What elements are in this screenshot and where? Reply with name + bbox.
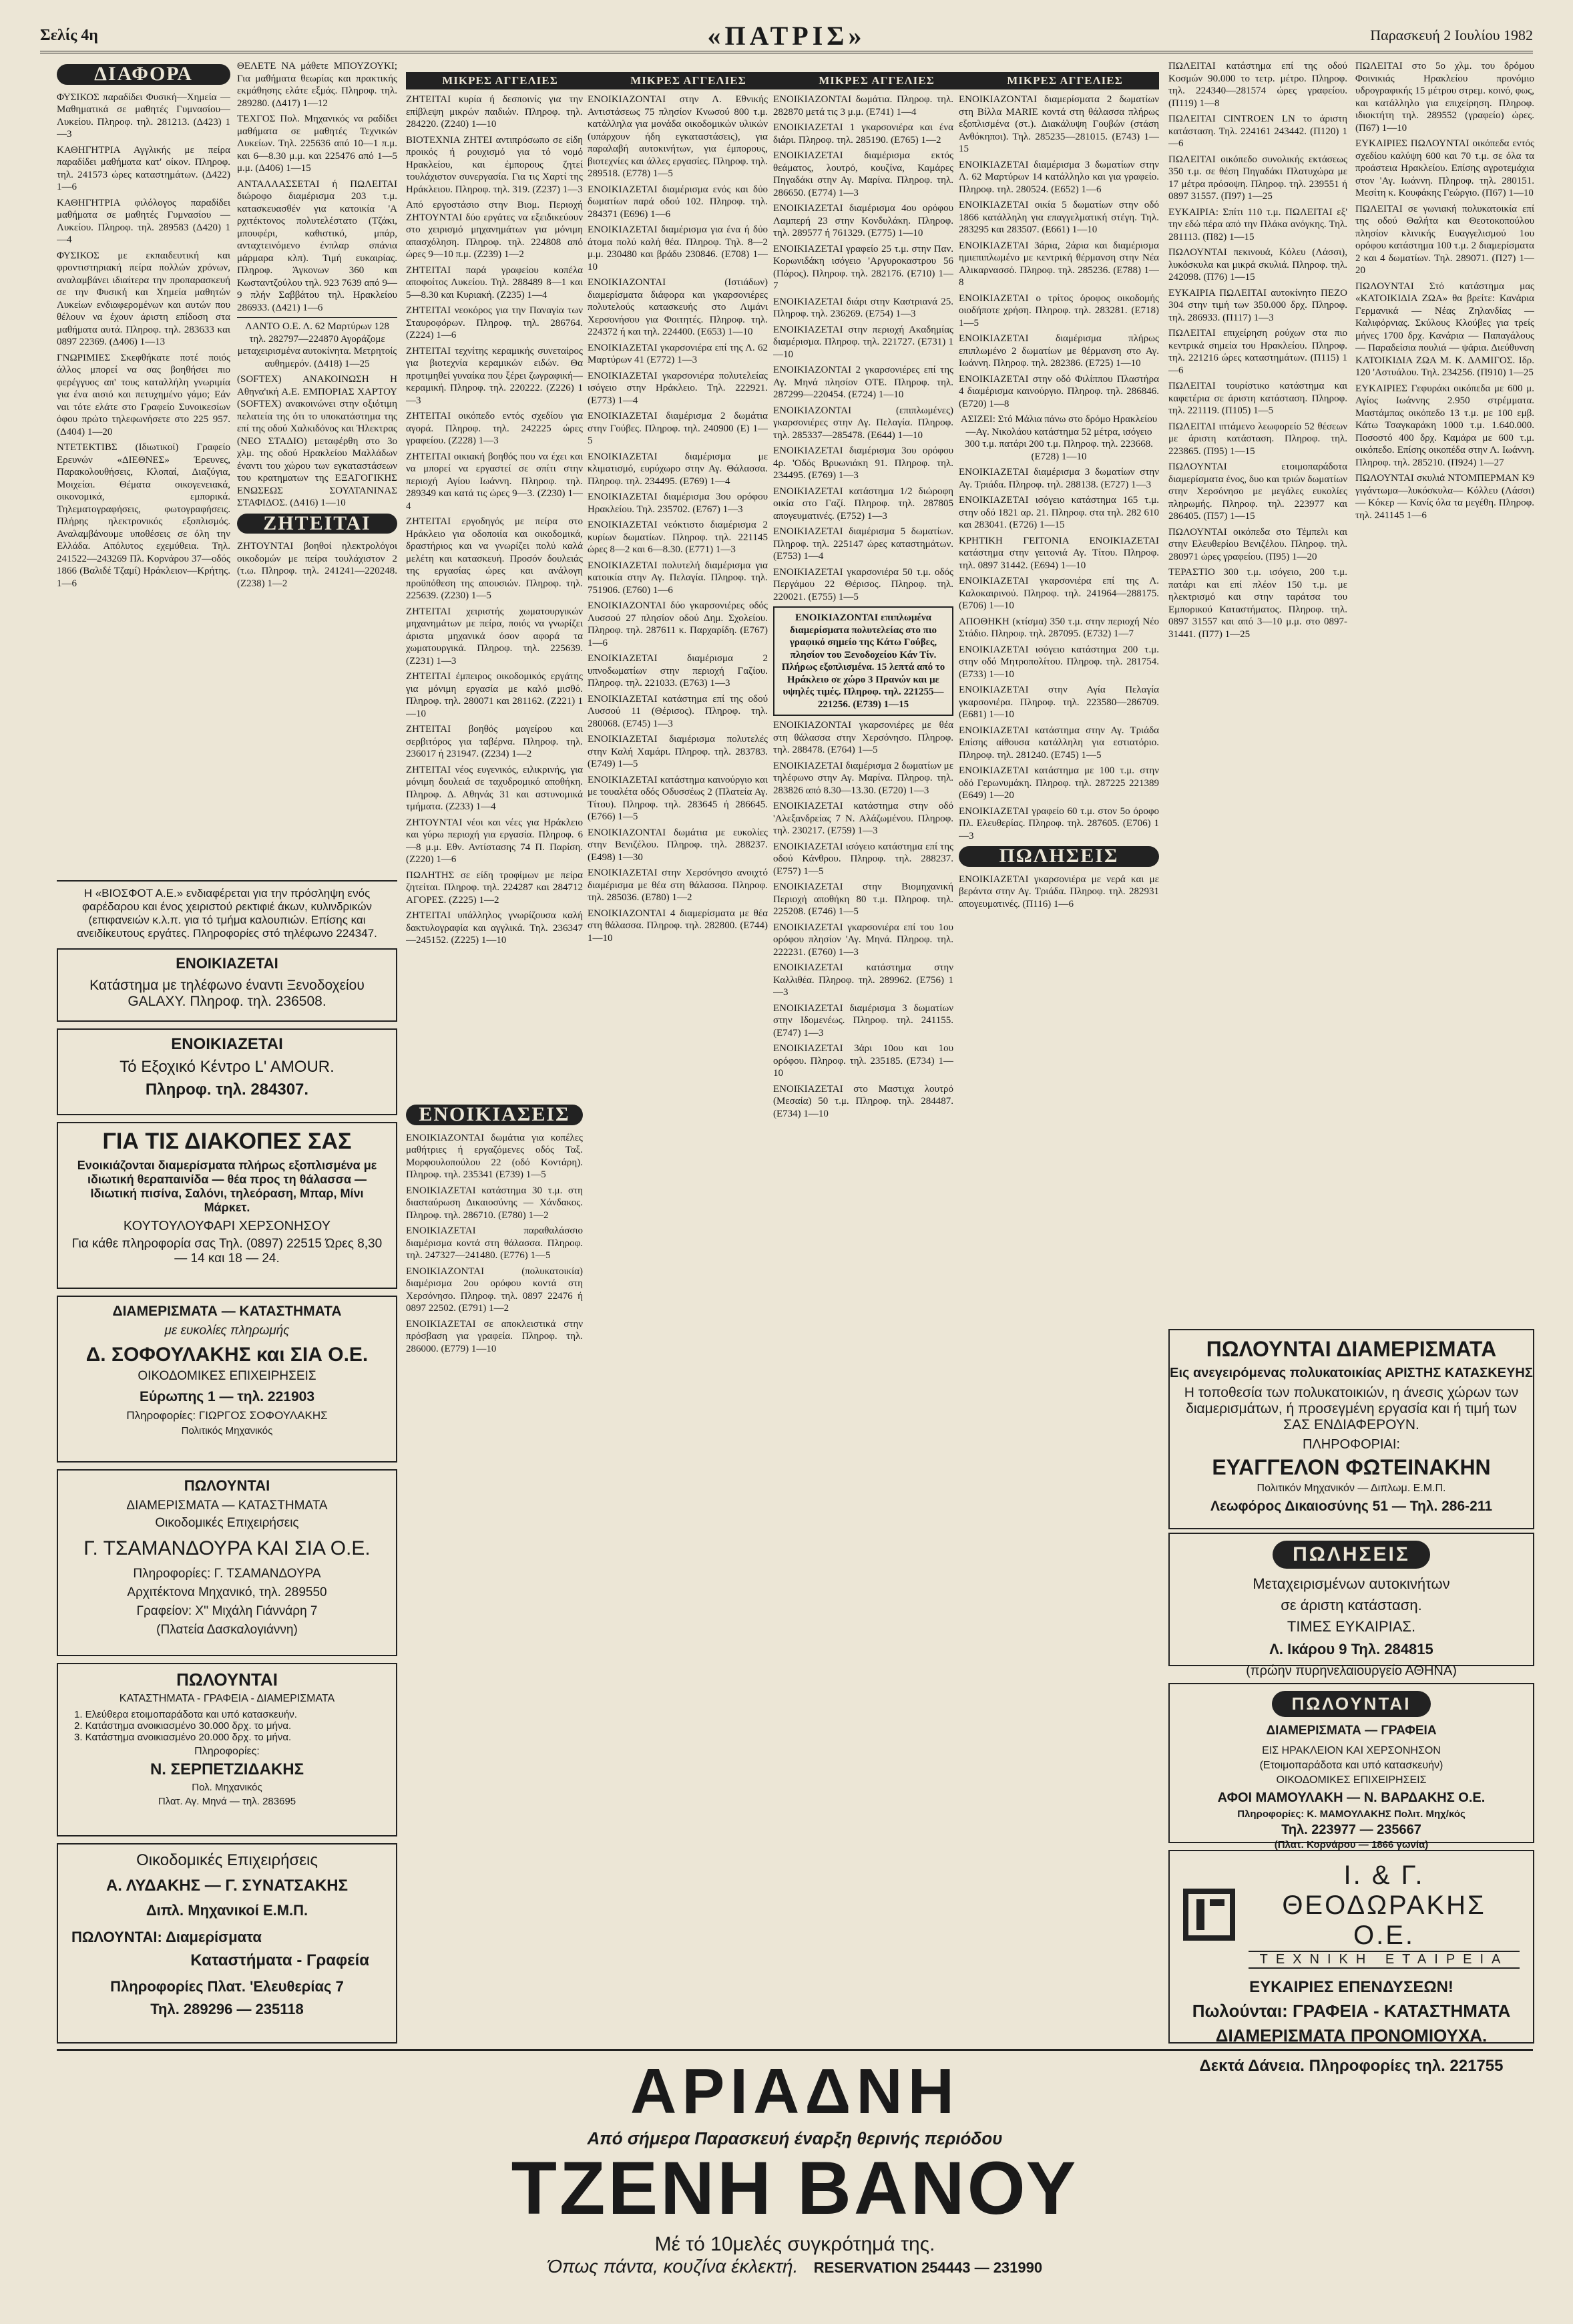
section-diafora: ΔΙΑΦΟΡΑ <box>57 64 230 85</box>
ad-line: Τηλ. 223977 — 235667 <box>1281 1822 1421 1837</box>
classified-ad: ΠΩΛΟΥΝΤΑΙ Στό κατάστημα μας «ΚΑΤΟΙΚΙΔΙΑ ΖΩΑ» θα βρείτε: Κανάρια Γερμανικά — Νέας Ζηλανδίας — Καλιφόρνιας. Σκύλους Κλούβες για τρείς μήνες 1700 δρχ. Κανάρια — Παπαγάλους — Παραδείσια πουλιά — ψάρια. Διεύθυνση ΚΑΤΟΙΚΙΔΙΑ ΖΩΑ Μ. Κ. ΔΑΜΙΓΟΣ. Ιδρ. 120 'Αστυάλου. Τηλ. 234256. (Π910) 1—25 <box>1355 280 1534 378</box>
classified-ad: ΕΝΟΙΚΙΑΖΕΤΑΙ οικία 5 δωματίων στην οδό 1866 κατάλληλη για επαγγελματική στέγη. Τηλ. 283295 και 283507. (Ε661) 1—10 <box>959 200 1159 235</box>
ad-line: ΟΙΚΟΔΟΜΙΚΕΣ ΕΠΙΧΕΙΡΗΣΕΙΣ <box>1276 1774 1427 1786</box>
ad-line: Πληροφορίες Πλατ. 'Ελευθερίας 7 <box>110 1978 344 1995</box>
ad-line: Δ. ΣΟΦΟΥΛΑΚΗΣ και ΣΙΑ Ο.Ε. <box>85 1344 369 1366</box>
ad-body: Κατάστημα με τηλέφωνο έναντι Ξενοδοχείου GALAXY. Πληροφ. τηλ. 236508. <box>89 978 365 1009</box>
classified-ad: ΕΝΟΙΚΙΑΖΟΝΤΑΙ στην Λ. Εθνικής Αντιστάσεως 75 πλησίον Κνωσού 800 τ.μ. κατάλληλα για μονάδα οικοδομικών υλικών (υπάρχουν ήδη εγκαταστάσεις), για παραλαβή αυτοκινήτων, για έμπορους, βιοτεχνίες και άλλες εργασίες. Πληροφ. τηλ. 289518. (Ε778) 1—5 <box>588 94 768 179</box>
classified-ad: ΠΩΛΕΙΤΑΙ CINTROEN LN το άριστη κατάσταση. Τηλ. 224161 243442. (Π120) 1—6 <box>1168 114 1347 149</box>
classified-ad: ΕΝΟΙΚΙΑΖΕΤΑΙ κατάστημα στην Καλλιθέα. Πληροφ. τηλ. 289962. (Ε756) 1—3 <box>773 962 953 998</box>
column-6 <box>959 93 1159 2044</box>
ad-line: Καταστήματα - Γραφεία <box>190 1951 369 1969</box>
ad-line: 3. Κατάστημα ανοικιασμένο 20.000 δρχ. το μήνα. <box>74 1732 292 1743</box>
ad-line: ΠΩΛΟΥΝΤΑΙ: Διαμερίσματα <box>71 1929 262 1945</box>
ad-line: Πολιτικός Μηχανικός <box>181 1425 273 1436</box>
ad-line: Πλατ. Αγ. Μηνά — τηλ. 283695 <box>158 1796 296 1807</box>
classified-ad: ΕΝΟΙΚΙΑΖΕΤΑΙ 1 γκαρσονιέρα και ένα διάρι. Πληροφ. τηλ. 285190. (Ε765) 1—2 <box>773 122 953 146</box>
ad-line: Α. ΛΥΔΑΚΗΣ — Γ. ΣΥΝΑΤΣΑΚΗΣ <box>105 1877 349 1895</box>
ad-line: Αρχιτέκτονα Μηχανικό, τηλ. 289550 <box>127 1585 327 1599</box>
ad-line: (πρώην πυρηνελαιουργείο ΑΘΗΝΑ) <box>1246 1664 1457 1678</box>
classified-ad: ΕΝΟΙΚΙΑΖΕΤΑΙ διαμέρισμα με κλιματισμό, ευρύχωρο στην Αγ. Θάλασσα. Πληροφ. τηλ. 234495. (Ε769) 1—4 <box>588 451 768 487</box>
classified-ad: ΠΩΛΗΤΗΣ σε είδη τροφίμων με πείρα ζητείται. Πληροφ. τηλ. 224287 και 284712 ΑΓΟΡΕΣ. (Z225) 1—2 <box>406 869 583 906</box>
ad-line: Ν. ΣΕΡΠΕΤΖΙΔΑΚΗΣ <box>150 1760 304 1778</box>
food-text: Όπως πάντα, κουζίνα έκλεκτή. <box>547 2256 799 2277</box>
ad-galaxy <box>57 948 397 1022</box>
classified-ad: ΕΝΟΙΚΙΑΖΕΤΑΙ διαμέρισμα 5 δωματίων. Πληροφ. τηλ. 225147 ώρες καταστημάτων. (Ε753) 1—4 <box>773 526 953 562</box>
ad-theodorakis <box>1168 1850 1534 2075</box>
ad-ariadne <box>57 2049 1533 2298</box>
classified-ad: ΕΝΟΙΚΙΑΖΕΤΑΙ 3άρι 10ου και 1ου ορόφου. Πληροφ. τηλ. 235185. (Ε734) 1—10 <box>773 1043 953 1079</box>
classified-ad: ΕΝΟΙΚΙΑΖΕΤΑΙ παραθαλάσσιο διαμέρισμα κοντά στη θάλασσα. Πληροφ. τηλ. 247327—241480. (Ε776) 1—5 <box>406 1225 583 1261</box>
classified-ad: ΕΝΟΙΚΙΑΖΕΤΑΙ διαμέρισμα 3ου ορόφου Ηρακλείου. Τηλ. 235702. (Ε767) 1—3 <box>588 492 768 515</box>
column-4 <box>588 93 768 2044</box>
classified-ad: ΕΝΟΙΚΙΑΖΕΤΑΙ 3άρια, 2άρια και διαμέρισμα ημιεπιπλωμένο με κεντρική θέρμανση στην Νέα Αλικαρνασσό. Πληροφ. τηλ. 285236. (Ε788) 1—8 <box>959 240 1159 288</box>
banner-label: ΜΙΚΡΕΣ ΑΓΓΕΛΙΕΣ <box>1007 74 1123 87</box>
ad-title: ΕΝΟΙΚΙΑΖΕΤΑΙ <box>176 955 278 972</box>
classified-ad: ΕΝΟΙΚΙΑΖΕΤΑΙ στην περιοχή Ακαδημίας διαμέρισμα. Πληροφ. τηλ. 221727. (Ε731) 1—10 <box>773 324 953 360</box>
ad-line: Πληροφορίες: ΓΙΩΡΓΟΣ ΣΟΦΟΥΛΑΚΗΣ <box>126 1409 328 1422</box>
ad-diakopes <box>57 1122 397 1289</box>
classified-ad: ΕΥΚΑΙΡΙΑ ΠΩΛΕΙΤΑΙ αυτοκίνητο ΠΕΖΟ 304 στην τιμή των 350.000 δρχ. Πληροφ. τηλ. 286933. (Π117) 1—3 <box>1168 287 1347 323</box>
classified-ad: ΕΝΟΙΚΙΑΖΕΤΑΙ διαμέρισμα 3 δωματίων στην Αγ. Τριάδα. Πληροφ. τηλ. 288138. (Ε727) 1—3 <box>959 467 1159 490</box>
performer-name: ΤΖΕΝΗ ΒΑΝΟΥ <box>511 2146 1079 2230</box>
ad-title: ΓΙΑ ΤΙΣ ΔΙΑΚΟΠΕΣ ΣΑΣ <box>102 1129 352 1154</box>
classified-ad: ΕΝΟΙΚΙΑΖΟΝΤΑΙ 4 διαμερίσματα με θέα στη θάλασσα. Πληροφ. τηλ. 282800. (Ε744) 1—10 <box>588 908 768 944</box>
classified-ad: ΕΝΟΙΚΙΑΖΟΝΤΑΙ (Ιστιάδων) διαμερίσματα διάφορα και γκαρσονιέρες πολυτελούς κατασκευής στο Λιμάνι Χερσονήσου για Φοιτητές. Πληροφ. τηλ. 224372 ή και τηλ. 224400. (Ε653) 1—10 <box>588 277 768 337</box>
column-7 <box>1168 60 1347 1316</box>
ad-line: Πληροφορίες: Κ. ΜΑΜΟΥΛΑΚΗΣ Πολιτ. Μηχ/κός <box>1237 1808 1466 1820</box>
season-opening: Από σήμερα Παρασκευή έναρξη θερινής περιόδου <box>587 2128 1003 2148</box>
classified-ad: ΕΝΟΙΚΙΑΖΕΤΑΙ διαμέρισμα εκτός θεάματος, λουτρό, κουζίνα, Καμάρες Πηγαδάκι στην Αγ. Μαρίνα. Πληροφ. τηλ. 286650. (Ε774) 1—3 <box>773 150 953 198</box>
ad-name: ΚΟΥΤΟΥΛΟΥΦΑΡΙ ΧΕΡΣΟΝΗΣΟΥ <box>123 1219 331 1233</box>
page-header <box>40 20 1533 53</box>
classified-ad-boxed: ΕΝΟΙΚΙΑΖΟΝΤΑΙ επιπλωμένα διαμερίσματα πολυτελείας στο πιο γραφικό σημείο της Κάτω Γούβες, πλησίον του Ξενοδοχείου Κάν Τίν. Πλήρως εξοπλισμένα. 15 λεπτά από το Ηράκλειο σε χώρο 3 Πρανών και με υψηλές τιμές. Πληροφ. τηλ. 221255—221256. (Ε739) 1—15 <box>773 606 953 716</box>
classified-ad: ΠΩΛΕΙΤΑΙ σε γωνιακή πολυκατοικία επί της οδού Θαλήτα και Θεοτοκοπούλου πλησίον κλινικής Ευαγγελισμού 1ου ορόφου κατάστημα 100 τ.μ. 2 διαμερίσματα 2 και 4 δωματίων. Τηλ. 289071. (Π27) 1—20 <box>1355 203 1534 276</box>
classified-ad: ΦΥΣΙΚΟΣ παραδίδει Φυσική—Χημεία —Μαθηματικά σε μαθητές Γυμνασίου—Λυκείου. Πληροφ. τηλ. 281213. (Δ423) 1—3 <box>57 91 230 140</box>
ad-tsamandoura <box>57 1469 397 1656</box>
classified-ad: ΕΥΚΑΙΡΙΕΣ Γεφυράκι οικόπεδα με 600 μ. Αγίος Ιωάννης 2.950 στρέμματα. Μαστάμπας οικόπεδο 13 τ.μ. με 100 εμβ. Κάτω Τσαγκαράκη 1000 τ.μ. 1.640.000. Ποσοστό 400 δρχ. Καμάρα με 600 τ.μ. οικόπεδο. Επίσης οικοπέδα στην Λ. Ιωάννη. Πληροφ. τηλ. 285210. (Π924) 1—27 <box>1355 383 1534 468</box>
classified-ad: ΕΝΟΙΚΙΑΖΕΤΑΙ γκαρσονιέρα επί της Λ. Καλοκαιρινού. Πληροφ. τηλ. 241964—288175. (Ε706) 1—10 <box>959 576 1159 611</box>
classified-ad: ΕΝΟΙΚΙΑΖΟΝΤΑΙ 2 γκαρσονιέρες επί της Αγ. Μηνά πλησίον ΟΤΕ. Πληροφ. τηλ. 287299—220454. (Ε724) 1—10 <box>773 365 953 400</box>
section-zitei: ΖΗΤΕΙΤΑΙ <box>237 514 397 534</box>
ad-line: ΔΙΑΜΕΡΙΣΜΑΤΑ ΠΡΟΝΟΜΙΟΥΧΑ. <box>1215 2025 1488 2046</box>
classified-ad: ΕΝΟΙΚΙΑΖΕΤΑΙ ισόγειο κατάστημα επί της οδού Κάνθρου. Πληροφ. τηλ. 288237. (Ε757) 1—5 <box>773 841 953 877</box>
ad-line: Μεταχειρισμένων αυτοκινήτων <box>1253 1575 1450 1592</box>
classified-ad: ΕΝΟΙΚΙΑΖΕΤΑΙ κατάστημα στην οδό 'Αλεξανδρείας 7 Ν. Αλάζωμένου. Πληροφ. τηλ. 230217. (Ε759) 1—3 <box>773 801 953 836</box>
ad-line: Δεκτά Δάνεια. Πληροφορίες τηλ. 221755 <box>1199 2057 1504 2075</box>
classified-ad: ΕΝΟΙΚΙΑΖΕΤΑΙ νεόκτιστο διαμέρισμα 2 κυρίων δωματίων. Πληροφ. τηλ. 221145 ώρες 8—2 και 6—8.30. (Ε771) 1—3 <box>588 520 768 555</box>
classified-ad: ΕΝΟΙΚΙΑΖΟΝΤΑΙ διαμερίσματα 2 δωματίων στη Βίλλα MARIE κοντά στη θάλασσα πλήρως εξοπλισμένα (στ.). Διακάλυψη Γουβών (στάση Ανθόκηποι). Τηλ. 285235—281015. (Ε743) 1—15 <box>959 94 1159 154</box>
ad-line: 2. Κατάστημα ανοικιασμένο 30.000 δρχ. το μήνα. <box>74 1720 292 1732</box>
classified-ad: ΕΝΟΙΚΙΑΖΕΤΑΙ διαμέρισμα πλήρως επιπλωμένο 2 δωματίων με θέρμανση στο Αγ. Ιωάννη. Πληροφ. τηλ. 282386. (Ε725) 1—10 <box>959 333 1159 369</box>
ad-line: Οικοδομικές Επιχειρήσεις <box>136 1851 318 1869</box>
ad-line: Πληροφορίες: <box>194 1746 260 1757</box>
classified-ad: ΖΗΤΕΙΤΑΙ εργοδηγός με πείρα στο Ηράκλειο για οδοποιία και οικοδομικά, δραστήριος και να γνωρίζει πολύ καλά μελέτη και κατασκευή. Προσόν δουλειάς της εργασίας ώρες και ανάλογη προϋπόθεση της απουσιών. Πληροφ. τηλ. 225639. (Z230) 1—5 <box>406 516 583 601</box>
issue-date: Παρασκευή 2 Ιουλίου 1982 <box>1370 27 1533 43</box>
classified-ad: ΕΝΟΙΚΙΑΖΕΤΑΙ γκαρσονιέρα επί του 1ου ορόφου πλησίον 'Αγ. Μηνά. Πληροφ. τηλ. 222231. (Ε760) 1—3 <box>773 922 953 958</box>
classified-ad: ΕΝΟΙΚΙΑΖΕΤΑΙ διαμέρισμα 4ου ορόφου Λαμπερή 23 στην Κονδυλάκη. Πληροφ. τηλ. 289577 ή 761329. (Ε775) 1—10 <box>773 203 953 238</box>
ad-line: Εις ανεγειρόμενας πολυκατοικίας ΑΡΙΣΤΗΣ ΚΑΤΑΣΚΕΥΗΣ <box>1170 1366 1533 1380</box>
reservation-phones: RESERVATION 254443 — 231990 <box>813 2259 1043 2276</box>
classified-ad: ΕΝΟΙΚΙΑΖΕΤΑΙ γκαρσονιέρα με νερά και με βεράντα στην Αγ. Τριάδα. Πληροφ. τηλ. 282931 απογευματινές. (Π116) 1—6 <box>959 874 1159 910</box>
ad-line: ΑΦΟΙ ΜΑΜΟΥΛΑΚΗ — Ν. ΒΑΡΔΑΚΗΣ Ο.Ε. <box>1217 1790 1486 1805</box>
ad-line: ΠΩΛΟΥΝΤΑΙ <box>176 1670 278 1690</box>
classified-ad: ΖΗΤΕΙΤΑΙ οικιακή βοηθός που να έχει και να μπορεί να εργαστεί σε σπίτι στην περιοχή Αγίου Ιωάννη. Πληροφ. τηλ. 289349 και κατά τις ώρες 9—3. (Z230) 1—4 <box>406 451 583 512</box>
classifieds-banner <box>406 72 1159 89</box>
ad-fotinakis <box>1168 1329 1534 1529</box>
classified-ad: ΕΝΟΙΚΙΑΖΕΤΑΙ διαμέρισμα 2 δωμάτια στην Γούβες. Πληροφ. τηλ. 240900 (Ε) 1—5 <box>588 411 768 446</box>
classified-ad: ΚΡΗΤΙΚΗ ΓΕΙΤΟΝΙΑ ΕΝΟΙΚΙΑΖΕΤΑΙ κατάστημα στην γειτονιά Αγ. Τίτου. Πληροφ. τηλ. 0897 31442. (Ε694) 1—10 <box>959 535 1159 571</box>
classified-ad: ΕΝΟΙΚΙΑΖΕΤΑΙ διαμέρισμα 3 δωματίων στην Λ. 62 Μαρτύρων 14 κατάλληλο και για γραφείο. Πληροφ. τηλ. 280524. (Ε652) 1—6 <box>959 159 1159 195</box>
ad-line: ΠΩΛΟΥΝΤΑΙ <box>184 1477 270 1494</box>
classified-ad: ΕΝΟΙΚΙΑΖΕΤΑΙ γκαρσονιέρα πολυτελείας ισόγειο στην Ηράκλειο. Τηλ. 222921. (Ε773) 1—4 <box>588 370 768 406</box>
classified-ad: ΖΗΤΕΙΤΑΙ νεοκόρος για την Παναγία των Σταυροφόρων. Πληροφ. τηλ. 286764. (Z224) 1—6 <box>406 305 583 341</box>
classified-ad: ΝΤΕΤΕΚΤΙΒΣ (Ιδιωτικοί) Γραφείο Ερευνών «ΔΙΕΘΝΕΣ» Έρευνες, Παρακολουθήσεις, Κλοπαί, Διαζύγια, Μοιχείαι. Θέματα οικογενειακά, οικονομικά, εμπορικά. Τηλεματογραφήσεις, φωτογραφήσεις. Πλήρης ηλεκτρονικός εξοπλισμός. Αναλαμβάνουμε υποθέσεις σε όλη την Ελλάδα. Απόλυτος εχεμύθεια. Τηλ. 241522—243269 Πλ. Κορνάρου 37—οδός 1866 (Βαλιδέ Τζαμί) Ηράκλειον—Κρήτης. 1—6 <box>57 442 230 589</box>
classified-ad: ΕΝΟΙΚΙΑΖΕΤΑΙ στην Αγία Πελαγία γκαρσονιέρα. Πληροφ. τηλ. 223580—286709. (Ε681) 1—10 <box>959 685 1159 720</box>
classified-ad: ΦΥΣΙΚΟΣ με εκπαιδευτική και φροντιστηριακή πείρα πολλών χρόνων, αναλαμβάνει ιδιαίτερα την προπαρασκευή σε την Φυσική και Χημεία μαθητών Λυκείων ενδιαφερομένων και αυτών που θέλουν να έχουν άριστη επίδοση στα μαθήματα αυτά. Πληροφ. τηλ. 283633 και 0897 22369. (Δ406) 1—13 <box>57 250 230 347</box>
classified-ad: ΠΩΛΕΙΤΑΙ τουρίστικο κατάστημα και καφετέρια σε άριστη κατάσταση. Πληροφ. τηλ. 221119. (Π105) 1—5 <box>1168 381 1347 416</box>
banner-label: ΜΙΚΡΕΣ ΑΓΓΕΛΙΕΣ <box>630 74 746 87</box>
classified-ad: ΕΝΟΙΚΙΑΖΟΝΤΑΙ δύο γκαρσονιέρες οδός Λυσσού 27 πλησίον οδού Δημ. Σχολείου. Πληροφ. τηλ. 287611 κ. Παρχαρίδη. (Ε767) 1—6 <box>588 600 768 648</box>
classified-ad: ΛΑΝΤΟ Ο.Ε. Λ. 62 Μαρτύρων 128 τηλ. 282797—224870 Αγοράζομε μεταχειρισμένα αυτοκίνητα. Μετρητοίς αυθημερόν. (Δ418) 1—25 <box>237 317 397 370</box>
ad-line: ΕΙΣ ΗΡΑΚΛΕΙΟΝ ΚΑΙ ΧΕΡΣΟΝΗΣΟΝ <box>1262 1745 1441 1756</box>
ad-line: (Ετοιμοπαράδοτα και υπό κατασκευήν) <box>1259 1760 1443 1771</box>
classified-ad: ΕΝΟΙΚΙΑΖΕΤΑΙ σε αποκλειστικά στην πρόσβαση για γραφεία. Πληροφ. τηλ. 286000. (Ε779) 1—10 <box>406 1318 583 1354</box>
classified-ad: ΕΝΟΙΚΙΑΖΕΤΑΙ ο τρίτος όροφος οικοδομής οιοδήποτε χρήση. Πληροφ. τηλ. 283281. (Ε718) 1—5 <box>959 293 1159 329</box>
ad-sofoulakis <box>57 1296 397 1463</box>
ad-line: ΔΙΑΜΕΡΙΣΜΑΤΑ — ΚΑΤΑΣΤΗΜΑΤΑ <box>126 1499 328 1513</box>
classified-ad: ΕΝΟΙΚΙΑΖΕΤΑΙ γκαρσονιέρα 50 τ.μ. οδός Περγάμου 22 Θέρισος. Πληροφ. τηλ. 220021. (Ε755) 1—5 <box>773 566 953 602</box>
classified-ad: ΕΝΟΙΚΙΑΖΟΝΤΑΙ (επιπλωμένες) γκαρσονιέρες στην Αγ. Πελαγία. Πληροφ. τηλ. 285337—285478. (Ε644) 1—10 <box>773 405 953 441</box>
classified-ad: ΓΝΩΡΙΜΙΕΣ Σκεφθήκατε ποτέ ποιός άλλος μπορεί να σας βοηθήσει πιο φερέγγυος απ' τους καταλλήλη γνωριμία για ένα αισιό και πετυχημένο γάμο; Εάν ναι τότε ελάτε στο Γραφείο Συνοικεσίων όφου πρώτο τηλεφωνήσετε στο 225 957. (Δ404) 1—20 <box>57 352 230 437</box>
classified-ad: ΕΝΟΙΚΙΑΖΕΤΑΙ ισόγειο κατάστημα 165 τ.μ. στην οδό 1821 αρ. 21. Πληροφ. στα τηλ. 282 610 και 283041. (Ε726) 1—15 <box>959 495 1159 530</box>
classified-ad: ΕΝΟΙΚΙΑΖΕΤΑΙ κατάστημα στην Αγ. Τριάδα Επίσης αίθουσα κατάλληλη για εστιατόριο. Πληροφ. τηλ. 281240. (Ε745) 1—5 <box>959 725 1159 761</box>
ad-amour <box>57 1028 397 1115</box>
banner-label: ΜΙΚΡΕΣ ΑΓΓΕΛΙΕΣ <box>819 74 935 87</box>
ad-body: Τό Εξοχικό Κέντρο L' AMOUR. <box>120 1058 334 1076</box>
classified-ad: ΑΣΙΖΕΙ: Στό Μάλια πάνω στο δρόμο Ηρακλείου—Αγ. Νικολάου κατάστημα 52 μέτρα, ισόγειο 300 τ.μ. πατάρι 200 τ.μ. Πληροφ. τηλ. 223668. (Ε728) 1—10 <box>960 414 1158 462</box>
ad-line: ΚΑΤΑΣΤΗΜΑΤΑ - ΓΡΑΦΕΙΑ - ΔΙΑΜΕΡΙΣΜΑΤΑ <box>119 1693 335 1704</box>
ad-line: Γ. ΤΣΑΜΑΝΔΟΥΡΑ ΚΑΙ ΣΙΑ Ο.Ε. <box>83 1537 371 1559</box>
classified-ad: ΒΙΟΤΕΧΝΙΑ ΖΗΤΕΙ αντιπρόσωπο σε είδη προικός ή ρουχισμό για τό νομό Ηρακλείου, και έμπορους ζητεί τουλάχιστον συνεργασία. Για τις Χαρτί της Ηράκλειου. Πληροφ. τηλ. 319. (Z237) 1—3 <box>406 134 583 195</box>
classified-ad: ΕΝΟΙΚΙΑΖΟΝΤΑΙ δωμάτια. Πληροφ. τηλ. 282870 μετά τις 3 μ.μ. (Ε741) 1—4 <box>773 94 953 118</box>
classified-ad: ΕΝΟΙΚΙΑΖΕΤΑΙ ισόγειο κατάστημα 200 τ.μ. στην οδό Μητροπολίτου. Πληροφ. τηλ. 281754. (Ε733) 1—10 <box>959 644 1159 680</box>
ad-line: Πολιτικόν Μηχανικόν — Διπλωμ. Ε.Μ.Π. <box>1257 1483 1446 1494</box>
classified-ad: ΠΩΛΕΙΤΑΙ οικόπεδο συνολικής εκτάσεως 350 τ.μ. σε θέση Πηγαδάκι Πλατυχώρα με 17 μέτρα πρόσοψη. Πληροφ. τηλ. 239551 ή 0897 31557. (Π97) 1—25 <box>1168 154 1347 202</box>
classified-ad: ΕΝΟΙΚΙΑΖΕΤΑΙ διαμέρισμα για ένα ή δύο άτομα πολύ καλή θέα. Πληροφ. Τηλ. 8—2 μ.μ. 230480 και βράδυ 230846. (Ε708) 1—10 <box>588 224 768 272</box>
classified-ad: ΕΥΚΑΙΡΙΑ: Σπίτι 110 τ.μ. ΠΩΛΕΙΤΑΙ εξ' την εδώ πέρα από την Πλάκα ανόγκης. Τηλ. 281113. (Π82) 1—15 <box>1168 206 1347 242</box>
company-name: Ι. & Γ. ΘΕΟΔΩΡΑΚΗΣ Ο.Ε. <box>1282 1861 1486 1950</box>
classified-ad: ΚΑΘΗΓΗΤΡΙΑ Αγγλικής με πείρα παραδίδει μαθήματα κατ' οίκον. Πληροφ. τηλ. 241573 ώρες καταστημάτων. (Δ422) 1—6 <box>57 144 230 192</box>
ad-line: Διπλ. Μηχανικοί Ε.Μ.Π. <box>146 1902 308 1919</box>
ad-line: ΠΩΛΗΣΕΙΣ <box>1273 1541 1430 1569</box>
ad-line: Πολ. Μηχανικός <box>192 1782 262 1793</box>
ad-line: Πληροφορίες: Γ. ΤΣΑΜΑΝΔΟΥΡΑ <box>133 1567 321 1581</box>
classified-ad: ΕΝΟΙΚΙΑΖΕΤΑΙ γραφείο 25 τ.μ. στην Παν. Κορωνιδάκη ισόγειο 'Αργυροκαστρου 56 (Πάρος). Πληροφ. τηλ. 282176. (Ε710) 1—7 <box>773 243 953 291</box>
classified-ad: ΠΩΛΟΥΝΤΑΙ πεκινουά, Κόλευ (Λάσσι), λυκόσκυλα και μικρά σκυλιά. Πληροφ. τηλ. 242098. (Π76) 1—15 <box>1168 247 1347 282</box>
classified-ad: ΘΕΛΕΤΕ ΝΑ μάθετε ΜΠΟΥΖΟΥΚΙ; Για μαθήματα θεωρίας και πρακτικής εκμάθησης ελάτε εξμάς. Πληροφ. τηλ. 289280. (Δ417) 1—12 <box>237 61 397 109</box>
ad-line: Λ. Ικάρου 9 Τηλ. 284815 <box>1269 1641 1433 1658</box>
classified-ad: ΠΩΛΟΥΝΤΑΙ οικόπεδα στο Τέμπελι και στην Ελευθερίου Βενιζέλου. Πληροφ. τηλ. 280971 ώρες γραφείου. (Π95) 1—20 <box>1168 526 1347 562</box>
classified-ad: ΖΗΤΟΥΝΤΑΙ βοηθοί ηλεκτρολόγοι οικοδομών με πείρα τουλάχιστον 2 (τ.ω. Πληροφ. τηλ. 241241—220248. (Z238) 1—2 <box>237 541 397 589</box>
ad-line: 1. Ελεύθερα ετοιμοπαράδοτα και υπό κατασκευήν. <box>74 1709 297 1720</box>
classified-ad: ΖΗΤΕΙΤΑΙ τεχνίτης κεραμικής συνεταίρος για βιοτεχνία κεραμικών ειδών. Θα προτιμηθεί γυναίκα που ξέρει ζωγραφική—κεραμική. Πληροφ. τηλ. 220222. (Z226) 1—3 <box>406 345 583 406</box>
ad-phone: Για κάθε πληροφορία σας Τηλ. (0897) 22515 Ώρες 8,30 — 14 και 18 — 24. <box>71 1237 383 1266</box>
classified-ad: ΑΝΤΑΛΛΑΣΣΕΤΑΙ ή ΠΩΛΕΙΤΑΙ διώροφο διαμέρισμα 203 τ.μ. κατασκευασθέν για κατοικία 'Α ρχιτέκτονος πολυτελέστατο (Τζάκι, μπουφέρι, καθιστικό, μπάρ, ανταχτεινόμενο ένπλαρ σπάνια μάρμαρα κλπ). Τιμή ευκαιρίας. Πληροφ. Άγκονων 360 και Κωσταντζούλου τηλ. 923 7639 από 9—9 πλήν Σαββάτου τηλ. Ηρακλείου 286933. (Δ421) 1—6 <box>237 178 397 313</box>
ad-line: (Πλατεία Δασκαλογιάννη) <box>156 1623 298 1637</box>
classified-ad: ΠΩΛΟΥΝΤΑΙ ετοιμοπαράδοτα διαμερίσματα ένος, δυο και τριών δωματίων στην Χερσόνησο με μεγάλες ευκολίες πληρωμής. Πληροφ. τηλ. 223977 και 286405. (Π57) 1—15 <box>1168 461 1347 522</box>
classified-ad: ΕΝΟΙΚΙΑΖΟΝΤΑΙ (πολυκατοικία) διαμέρισμα 2ου ορόφου κοντά στη Χερσόνησο. Πληροφ. τηλ. 0897 22476 ή 0897 22502. (Ε791) 1—2 <box>406 1266 583 1314</box>
classified-ad: ΤΕΧΓΟΣ Πολ. Μηχανικός να ραδίδει μαθήματα σε μαθητές Τεχνικών Λυκείων. Τηλ. 225636 από 10—1 π.μ. και 6—8.30 μ.μ. και 225476 από 1—5 μ.μ. (Δ406) 1—15 <box>237 114 397 174</box>
venue-name: ΑΡΙΑΔΝΗ <box>630 2056 959 2127</box>
banner-label: ΜΙΚΡΕΣ ΑΓΓΕΛΙΕΣ <box>442 74 558 87</box>
classified-ad: ΕΝΟΙΚΙΑΖΕΤΑΙ διαμέρισμα πολυτελές στην Καλή Χαμάρι. Πληροφ. τηλ. 283783. (Ε749) 1—5 <box>588 734 768 769</box>
classified-ad: ΕΝΟΙΚΙΑΖΕΤΑΙ κατάστημα με 100 τ.μ. στην οδό Γερωνυμάκη. Πληροφ. τηλ. 287225 221389 (Ε649) 1—20 <box>959 765 1159 801</box>
classified-ad: ΕΝΟΙΚΙΑΖΕΤΑΙ στην Χερσόνησο ανοιχτό διαμέρισμα με θέα στη θάλασσα. Πληροφ. τηλ. 285036. (Ε780) 1—2 <box>588 867 768 903</box>
classified-ad: ΑΠΟΘΗΚΗ (κτίσμα) 350 τ.μ. στην περιοχή Νέο Στάδιο. Πληροφ. τηλ. 287095. (Ε732) 1—7 <box>959 616 1159 639</box>
classified-ad: ΕΝΟΙΚΙΑΖΕΤΑΙ διαμέρισμα 2 υπνοδωματίων στην περιοχή Γαζίου. Πληροφ. τηλ. 221033. (Ε763) 1—3 <box>588 653 768 689</box>
classified-ad: ΖΗΤΟΥΝΤΑΙ νέοι και νέες για Ηράκλειο και γύρω περιοχή για εργασία. Πληροφ. 6—8 μ.μ. Εθν. Αντίστασης 74 Π. Παρίση. (Z220) 1—6 <box>406 817 583 865</box>
page-number: Σελίς 4η <box>40 26 98 44</box>
classified-ad: ΠΩΛΕΙΤΑΙ επιχείρηση ρούχων στα πιο κεντρικά σημεία του Ηρακλείου. Πληροφ. τηλ. 221216 ώρες καταστημάτων. (Π115) 1—6 <box>1168 328 1347 376</box>
classified-ad: ΕΥΚΑΙΡΙΕΣ ΠΩΛΟΥΝΤΑΙ οικόπεδα εντός σχεδίου καλύψη 600 και 70 τ.μ. σε όλα τα προάστεια Ηρακλείου. Επίσης αγροτεμάχια στον 'Αγ. Ιωάννη. Πληροφ. τηλ. 280151. Μεσίτη κ. Κουφάκης Γεώργιο. (Π67) 1—10 <box>1355 138 1534 198</box>
classified-ad: ΖΗΤΕΙΤΑΙ έμπειρος οικοδομικός εργάτης για μόνιμη εργασία με καλό μισθό. Πληροφ. τηλ. 280071 και 281162. (Z221) 1—10 <box>406 671 583 719</box>
ad-line: ΤΙΜΕΣ ΕΥΚΑΙΡΙΑΣ. <box>1287 1618 1416 1635</box>
classified-ad: ΕΝΟΙΚΙΑΖΕΤΑΙ κατάστημα καινούργιο και με τουαλέτα οδός Οδυσσέως 2 (Πλατεία Αγ. Τίτου). Πληροφ. τηλ. 283645 ή 286645. (Ε766) 1—5 <box>588 774 768 822</box>
ad-line: Εύρωπης 1 — τηλ. 221903 <box>139 1389 314 1404</box>
ad-line: ΔΙΑΜΕΡΙΣΜΑΤΑ — ΓΡΑΦΕΙΑ <box>1266 1724 1437 1738</box>
notice-biosfot: Η «ΒΙΟΣΦΟΤ Α.Ε.» ενδιαφέρεται για την πρόσληψη ενός φαρέδαρου και ένος χειριστού ρεκτιφιέ άκων, κυλινδρικών (επιφανειών κ.λ.π. για τό τμήμα καλουπιών. Επίσης και ανειδίκευτους εργάτες. Πληροφορίες στό τηλέφωνο 224347. <box>57 880 397 934</box>
classified-ad: ΕΝΟΙΚΙΑΖΟΝΤΑΙ δωμάτια για κοπέλες μαθήτριες ή εργαζόμενες οδός Ταξ. Μορφουλοπούλου 22 (οδό Κοντάρη). Πληροφ. τηλ. 235341 (Ε739) 1—5 <box>406 1132 583 1180</box>
column-2 <box>237 60 397 882</box>
classified-ad: ΕΝΟΙΚΙΑΖΕΤΑΙ στην Βιομηχανική Περιοχή αποθήκη 80 τ.μ. Πληροφ. τηλ. 225208. (Ε746) 1—5 <box>773 882 953 917</box>
classified-ad: ΕΝΟΙΚΙΑΖΕΤΑΙ πολυτελή διαμέρισμα για κατοικία στην Αγ. Πελαγία. Πληροφ. τηλ. 751906. (Ε760) 1—6 <box>588 560 768 596</box>
food-line <box>57 2256 1533 2277</box>
ad-line: ΔΙΑΜΕΡΙΣΜΑΤΑ — ΚΑΤΑΣΤΗΜΑΤΑ <box>112 1304 342 1319</box>
column-3-lower <box>406 1101 583 2042</box>
ad-line: ΠΩΛΟΥΝΤΑΙ <box>1272 1691 1431 1717</box>
classified-ad: ΕΝΟΙΚΙΑΖΕΤΑΙ στο Μαστιχα λουτρό (Μεσαία) 50 τ.μ. Πληροφ. τηλ. 284487. (Ε734) 1—10 <box>773 1083 953 1119</box>
classified-ad: ΕΝΟΙΚΙΑΖΟΝΤΑΙ γκαρσονιέρες με θέα στη θάλασσα στην Χερσόνησο. Πληροφ. τηλ. 288478. (Ε764) 1—5 <box>773 720 953 755</box>
ad-mamoulakis <box>1168 1683 1534 1851</box>
classified-ad: ΕΝΟΙΚΙΑΖΕΤΑΙ γκαρσονιέρα επί της Λ. 62 Μαρτύρων 41 (Ε772) 1—3 <box>588 342 768 365</box>
classified-ad: Από εργοστάσιο στην Βιομ. Περιοχή ΖΗΤΟΥΝΤΑΙ δύο εργάτες να εξειδικεύουν στο χειρισμό μηχανημάτων για μόνιμη απασχόληση. Πληροφ. τηλ. 224808 από ώρες 9—10 π.μ. (Z239) 1—2 <box>406 200 583 260</box>
classified-ad: ΕΝΟΙΚΙΑΖΕΤΑΙ γραφείο 60 τ.μ. στον 5ο όροφο Πλ. Ελευθερίας. Πληροφ. τηλ. 287605. (Ε706) 1—3 <box>959 805 1159 841</box>
ad-body: Ενοικιάζονται διαμερίσματα πλήρως εξοπλισμένα με ιδιωτική θεραπαινίδα — θέα προς τη θάλασσα — Ιδιωτική πισίνα, Σαλόνι, τηλεόραση, Μπαρ, Μίνι Μάρκετ. <box>77 1159 377 1214</box>
ad-phone: Πληροφ. τηλ. 284307. <box>145 1081 309 1099</box>
classified-ad: ΖΗΤΕΙΤΑΙ κυρία ή δεσποινίς για την επίβλεψη μικρών παιδιών. Πληροφ. τηλ. 284220. (Z240) 1—10 <box>406 94 583 130</box>
classified-ad: ΖΗΤΕΙΤΑΙ νέος ευγενικός, ειλικρινής, για μόνιμη δουλειά σε ταχυδρομικό αποθήκη. Πληροφ. Δ. Αθηνάς 31 και αστυνομικά τμήματα. (Z233) 1—4 <box>406 764 583 812</box>
company-subtitle: ΤΕΧΝΙΚΗ ΕΤΑΙΡΕΙΑ <box>1249 1951 1520 1969</box>
ad-serpetzidakis <box>57 1663 397 1836</box>
classified-ad: ΕΝΟΙΚΙΑΖΕΤΑΙ διάρι στην Καστριανά 25. Πληροφ. τηλ. 236269. (Ε754) 1—3 <box>773 296 953 319</box>
classified-ad: ΕΝΟΙΚΙΑΖΕΤΑΙ στην οδό Φιλίππου Πλαστήρα 4 διαμέρισμα καινούργιο. Πληροφ. τηλ. 286846. (Ε720) 1—8 <box>959 373 1159 409</box>
classified-ad: ΚΑΘΗΓΗΤΡΙΑ φιλόλογος παραδίδει μαθήματα σε μαθητές Γυμνασίου —Λυκείου. Πληροφ. τηλ. 289583 (Δ420) 1—4 <box>57 197 230 245</box>
classified-ad: ΠΩΛΕΙΤΑΙ κατάστημα επί της οδού Κοσμών 90.000 το τετρ. μέτρο. Πληροφ. τηλ. 224340—281574 ώρες γραφείου. (Π119) 1—8 <box>1168 61 1347 109</box>
ad-line: με ευκολίες πληρωμής <box>164 1324 290 1338</box>
classified-ad: ΖΗΤΕΙΤΑΙ χειριστής χωματουργικών μηχανημάτων με πείρα, ποιός να γνωρίζει άριστα μηχανικά όσον αφορά τα χωματουργικά. Πληροφ. τηλ. 225639. (Z231) 1—3 <box>406 606 583 666</box>
ad-line: ΠΩΛΟΥΝΤΑΙ ΔΙΑΜΕΡΙΣΜΑΤΑ <box>1206 1337 1497 1361</box>
ad-line: Οικοδομικές Επιχειρήσεις <box>155 1516 299 1530</box>
ad-line: Τηλ. 289296 — 235118 <box>150 2001 304 2017</box>
classified-ad: ΖΗΤΕΙΤΑΙ υπάλληλος γνωρίζουσα καλή δακτυλογραφία και αγγλικά. Τηλ. 236347—245152. (Z225) 1—10 <box>406 910 583 946</box>
ad-line: Λεωφόρος Δικαιοσύνης 51 — Τηλ. 286-211 <box>1210 1499 1493 1514</box>
newspaper-title: «ΠΑΤΡΙΣ» <box>707 20 866 51</box>
classified-ad: ΠΩΛΕΙΤΑΙ ιπτάμενο λεωφορείο 52 θέσεων με άριστη κατάσταση. Πληροφ. τηλ. 223865. (Π95) 1—15 <box>1168 421 1347 457</box>
classified-ad: ΕΝΟΙΚΙΑΖΕΤΑΙ κατάστημα επί της οδού Λυσσού 11 (Θέρισος). Πληροφ. τηλ. 280068. (Ε745) 1—3 <box>588 693 768 729</box>
classified-ad: (SOFTEX) ΑΝΑΚΟΙΝΩΣΗ Η Αθηνα'ική Α.Ε. ΕΜΠΟΡΙΑΣ ΧΑΡΤΟΥ (SOFTEX) ανακοινώνει στην οξιότιμη πελατεία της ότι το υποκατάστημα της επί της οδού Χαλκιδόνος και Ήλεκτρας (ΝΕΟ ΣΤΑΔΙΟ) μεταφέρθη στο 3ο χλμ. της οδού Ηρακλείου Μαλλάδων έναντι του χώρου των εγκαταστάσεων του κρατηματων της ΕΞΑΓΟΓΙΚΗΣ ΕΝΩΣΕΩΣ ΣΟΥΛΤΑΝΙΝΑΣ ΣΤΑΦΙΔΟΣ. (Δ416) 1—10 <box>237 374 397 508</box>
classified-ad: ΖΗΤΕΙΤΑΙ παρά γραφείου κοπέλα αποφοίτος Λυκείου. Τηλ. 288489 8—1 και 5—8.30 και Κυριακή. (Z235) 1—4 <box>406 264 583 301</box>
classified-ad: ΕΝΟΙΚΙΑΖΕΤΑΙ διαμέρισμα 2 δωματίων με τηλέφωνο στην Αγ. Μαρίνα. Πληροφ. τηλ. 283826 από 8.30—13.30. (Ε720) 1—3 <box>773 760 953 796</box>
ad-line: (Πλατ. Κορνάρου — 1866 γωνία) <box>1274 1839 1429 1851</box>
classified-ad: ΠΩΛΟΥΝΤΑΙ σκυλιά ΝΤΟΜΠΕΡΜΑΝ Κ9 γιγάντωμα—λυκόσκυλα— Κόλλευ (Λάσσι) — Κόκερ — Κανίς όλα τα μεγέθη. Πληροφ. τηλ. 241145 1—6 <box>1355 473 1534 521</box>
classified-ad: ΕΝΟΙΚΙΑΖΕΤΑΙ κατάστημα 1/2 διώροφη οικία στο Γαζί. Πληροφ. τηλ. 287805 απογευματινές. (Ε752) 1—3 <box>773 486 953 522</box>
classified-ad: ΖΗΤΕΙΤΑΙ βοηθός μαγείρου και σερβιτόρος για ταβέρνα. Πληροφ. τηλ. 236017 ή 231947. (Z234) 1—2 <box>406 724 583 759</box>
classified-ad: ΠΩΛΕΙΤΑΙ στο 5ο χλμ. του δρόμου Φοινικιάς Ηρακλείου προνόμιο υδρογραφικής 15 μέτρου στρεμ. κοινό, φως, και κατάλληλο για επιχείρηση. Πληροφ. ιδιοκτήτη τηλ. 289552 (γραφείο) ώρες. (Π67) 1—10 <box>1355 61 1534 134</box>
ad-line: Η τοποθεσία των πολυκατοικιών, η άνεσις χώρων των διαμερισμάτων, ή προσεγμένη εργασία και ή τιμή των ΣΑΣ ΕΝΔΙΑΦΕΡΟΥΝ. <box>1184 1385 1519 1432</box>
ad-line: ΠΛΗΡΟΦΟΡΙΑΙ: <box>1302 1437 1400 1452</box>
section-poliseis: ΠΩΛΗΣΕΙΣ <box>959 846 1159 867</box>
classified-ad: ΕΝΟΙΚΙΑΖΕΤΑΙ διαμέρισμα 3 δωματίων στην Ιδομενέως. Πληροφ. τηλ. 241155. (Ε747) 1—3 <box>773 1002 953 1038</box>
classified-ad: ΕΝΟΙΚΙΑΖΟΝΤΑΙ δωμάτια με ευκολίες στην Βενιζέλου. Πληροφ. τηλ. 288237. (Ε498) 1—30 <box>588 827 768 863</box>
ad-car-sales <box>1168 1533 1534 1678</box>
column-5 <box>773 93 953 2044</box>
classified-ad: ΕΝΟΙΚΙΑΖΕΤΑΙ κατάστημα 30 τ.μ. στη διασταύρωση Δικαιοσύνης — Χάνδακος. Πληροφ. τηλ. 286710. (Ε780) 1—2 <box>406 1185 583 1221</box>
ad-line: ΟΙΚΟΔΟΜΙΚΕΣ ΕΠΙΧΕΙΡΗΣΕΙΣ <box>138 1369 316 1383</box>
classified-ad: ΖΗΤΕΙΤΑΙ οικόπεδο εντός σχεδίου για αγορά. Πληροφ. τηλ. 242225 ώρες γραφείου. (Z228) 1—3 <box>406 411 583 446</box>
classified-ad: ΤΕΡΑΣΤΙΟ 300 τ.μ. ισόγειο, 200 τ.μ. πατάρι και επί πλέον 150 τ.μ. με ηλεκτρισμό και στην ταράτσα του Εμπορικού Καταστήματος. Πληροφ. τηλ. 0897 31557 και από 3—10 μ.μ. στο 0897-31441. (Π77) 1—25 <box>1168 567 1347 640</box>
classified-ad: ΕΝΟΙΚΙΑΖΕΤΑΙ διαμέρισμα ενός και δύο δωματίων παρά οδού 102. Πληροφ. τηλ. 284371 (Ε696) 1—6 <box>588 184 768 220</box>
ad-line: ΕΥΑΓΓΕΛΟΝ ΦΩΤΕΙΝΑΚΗΝ <box>1212 1455 1491 1479</box>
band-line: Μέ τό 10μελές συγκρότημά της. <box>654 2233 935 2255</box>
ad-lydakis <box>57 1843 397 2044</box>
ad-line: ΕΥΚΑΙΡΙΕΣ ΕΠΕΝΔΥΣΕΩΝ! <box>1249 1978 1453 1996</box>
ad-line: σε άριστη κατάσταση. <box>1281 1597 1422 1613</box>
classified-ad: ΕΝΟΙΚΙΑΖΕΤΑΙ διαμέρισμα 3ου ορόφου 4ρ. 'Οδός Βρυωνιάκη 91. Πληροφ. τηλ. 234495. (Ε769) 1—3 <box>773 445 953 481</box>
column-3 <box>406 93 583 1095</box>
section-enoikiaseis: ΕΝΟΙΚΙΑΣΕΙΣ <box>406 1105 583 1125</box>
ad-line: Γραφείον: Χ'' Μιχάλη Γιάννάρη 7 <box>136 1604 318 1618</box>
ad-title: ΕΝΟΙΚΙΑΖΕΤΑΙ <box>171 1035 283 1053</box>
ad-line: Πωλούνται: ΓΡΑΦΕΙΑ - ΚΑΤΑΣΤΗΜΑΤΑ <box>1192 2001 1511 2021</box>
column-8 <box>1355 60 1534 1316</box>
company-logo-icon <box>1183 1889 1235 1941</box>
